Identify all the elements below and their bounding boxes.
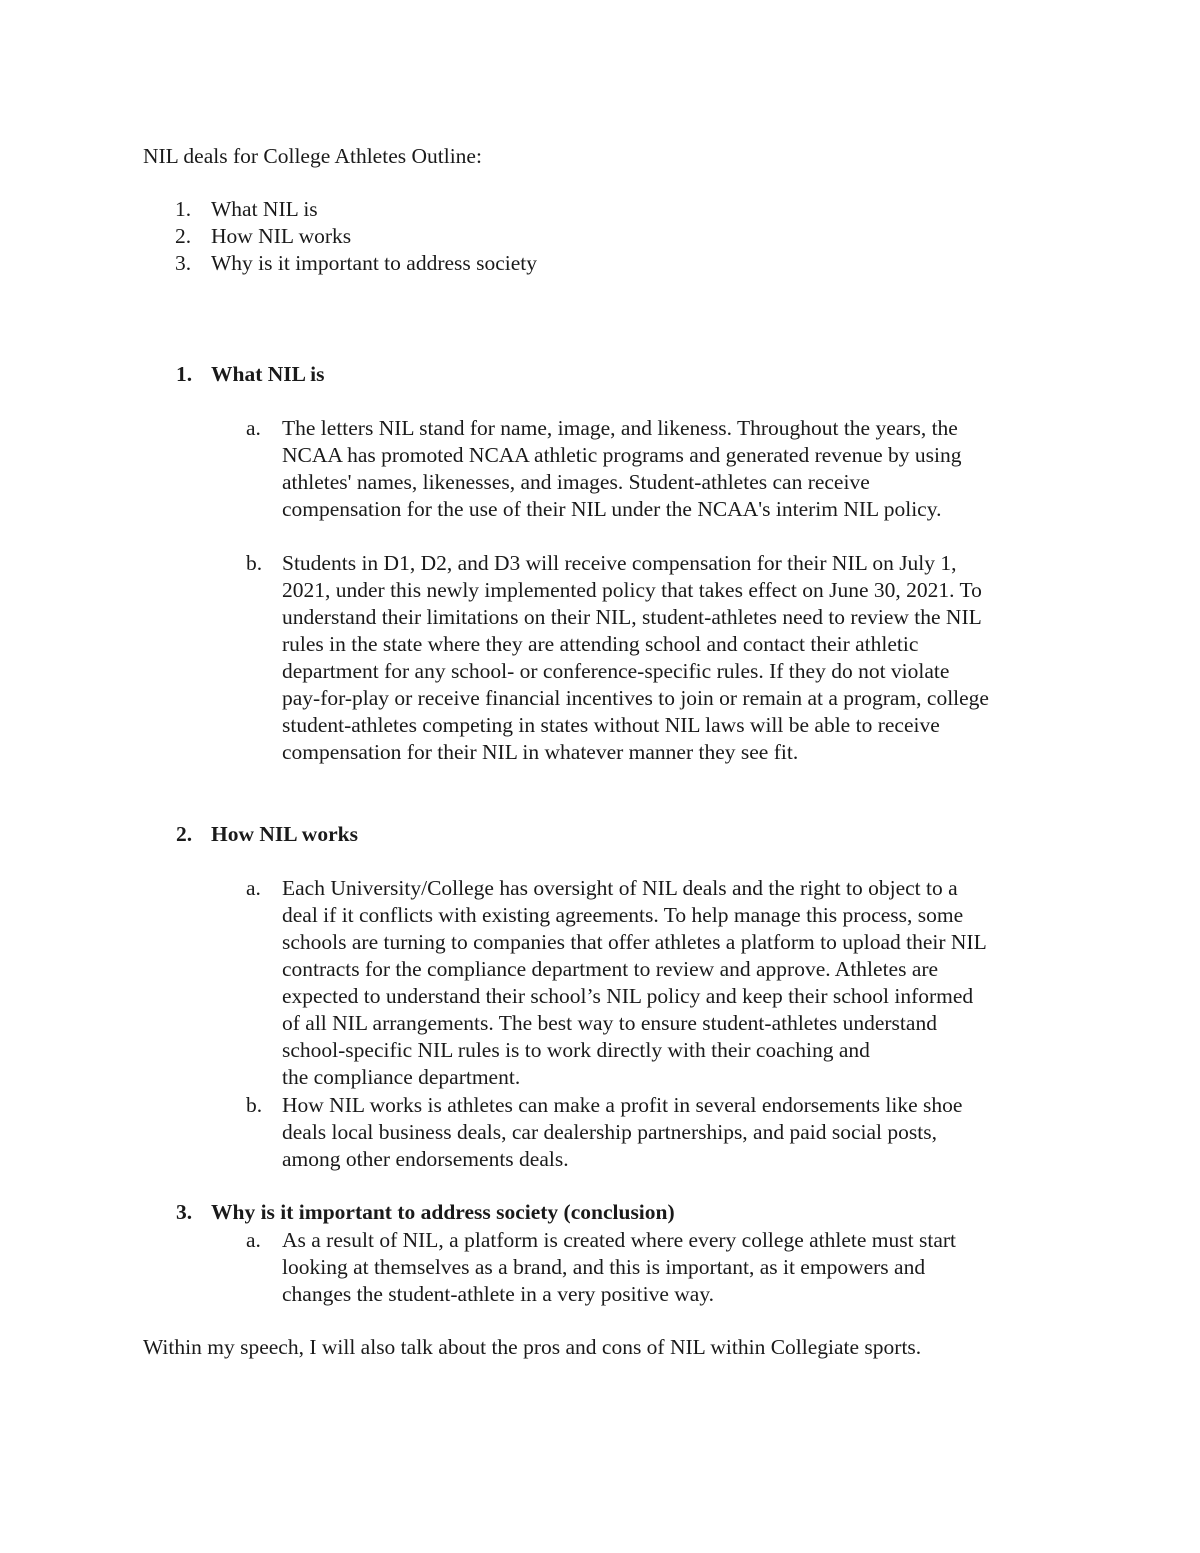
- paragraph-line: As a result of NIL, a platform is created where every college athlete must start: [282, 1228, 956, 1252]
- paragraph-line: expected to understand their school’s NIL policy and keep their school informed: [282, 984, 974, 1008]
- item-letter: b.: [246, 551, 263, 575]
- outline-text: How NIL works: [211, 224, 352, 248]
- paragraph-line: the compliance department.: [282, 1065, 521, 1089]
- section-heading: [176, 1199, 675, 1226]
- outline-item: [143, 196, 537, 223]
- outline-list: [143, 196, 537, 277]
- section-heading: [176, 361, 325, 388]
- item-letter: a.: [246, 416, 261, 440]
- paragraph-line: department for any school- or conference-specific rules. If they do not violate: [282, 659, 950, 683]
- section-heading: [176, 821, 358, 848]
- document-title: NIL deals for College Athletes Outline:: [143, 144, 482, 168]
- paragraph-line: compensation for their NIL in whatever manner they see fit.: [282, 740, 799, 764]
- paragraph-line: school-specific NIL rules is to work directly with their coaching and: [282, 1038, 870, 1062]
- outline-item: [143, 250, 537, 277]
- outline-text: What NIL is: [211, 197, 318, 221]
- section-number: 1.: [176, 362, 193, 386]
- outline-number: 1.: [175, 197, 192, 221]
- section-number: 3.: [176, 1200, 193, 1224]
- outline-text: Why is it important to address society: [211, 251, 538, 275]
- section-item: [246, 415, 1072, 523]
- paragraph-line: The letters NIL stand for name, image, and likeness. Throughout the years, the: [282, 416, 958, 440]
- paragraph-line: among other endorsements deals.: [282, 1147, 569, 1171]
- section-title: What NIL is: [211, 362, 325, 386]
- paragraph-line: looking at themselves as a brand, and this is important, as it empowers and: [282, 1255, 926, 1279]
- paragraph-line: contracts for the compliance department to review and approve. Athletes are: [282, 957, 939, 981]
- paragraph-line: compensation for the use of their NIL under the NCAA's interim NIL policy.: [282, 497, 942, 521]
- paragraph-line: deal if it conflicts with existing agreements. To help manage this process, some: [282, 903, 964, 927]
- outline-item: [143, 223, 537, 250]
- section-title: How NIL works: [211, 822, 358, 846]
- paragraph-line: athletes' names, likenesses, and images. Student-athletes can receive: [282, 470, 870, 494]
- outline-number: 3.: [175, 251, 192, 275]
- paragraph-line: NCAA has promoted NCAA athletic programs and generated revenue by using: [282, 443, 962, 467]
- item-letter: a.: [246, 1228, 261, 1252]
- section-item: [246, 550, 1072, 766]
- paragraph-line: Each University/College has oversight of NIL deals and the right to object to a: [282, 876, 958, 900]
- paragraph-line: pay-for-play or receive financial incentives to join or remain at a program, college: [282, 686, 989, 710]
- paragraph-line: deals local business deals, car dealership partnerships, and paid social posts,: [282, 1120, 937, 1144]
- paragraph-line: student-athletes competing in states without NIL laws will be able to receive: [282, 713, 940, 737]
- paragraph-line: 2021, under this newly implemented policy that takes effect on June 30, 2021. To: [282, 578, 982, 602]
- section-item: [246, 1227, 1072, 1308]
- outline-number: 2.: [175, 224, 192, 248]
- item-letter: a.: [246, 876, 261, 900]
- paragraph-line: How NIL works is athletes can make a profit in several endorsements like shoe: [282, 1093, 963, 1117]
- section-item: [246, 1092, 1072, 1173]
- closing-paragraph: Within my speech, I will also talk about the pros and cons of NIL within Collegiate sports.: [143, 1335, 922, 1359]
- section-item: [246, 875, 1072, 1091]
- paragraph-line: rules in the state where they are attending school and contact their athletic: [282, 632, 919, 656]
- paragraph-line: changes the student-athlete in a very positive way.: [282, 1282, 715, 1306]
- paragraph-line: understand their limitations on their NIL, student-athletes need to review the NIL: [282, 605, 982, 629]
- section-number: 2.: [176, 822, 193, 846]
- item-letter: b.: [246, 1093, 263, 1117]
- section-title: Why is it important to address society (conclusion): [211, 1200, 675, 1224]
- paragraph-line: schools are turning to companies that offer athletes a platform to upload their NIL: [282, 930, 987, 954]
- paragraph-line: Students in D1, D2, and D3 will receive compensation for their NIL on July 1,: [282, 551, 957, 575]
- paragraph-line: of all NIL arrangements. The best way to ensure student-athletes understand: [282, 1011, 937, 1035]
